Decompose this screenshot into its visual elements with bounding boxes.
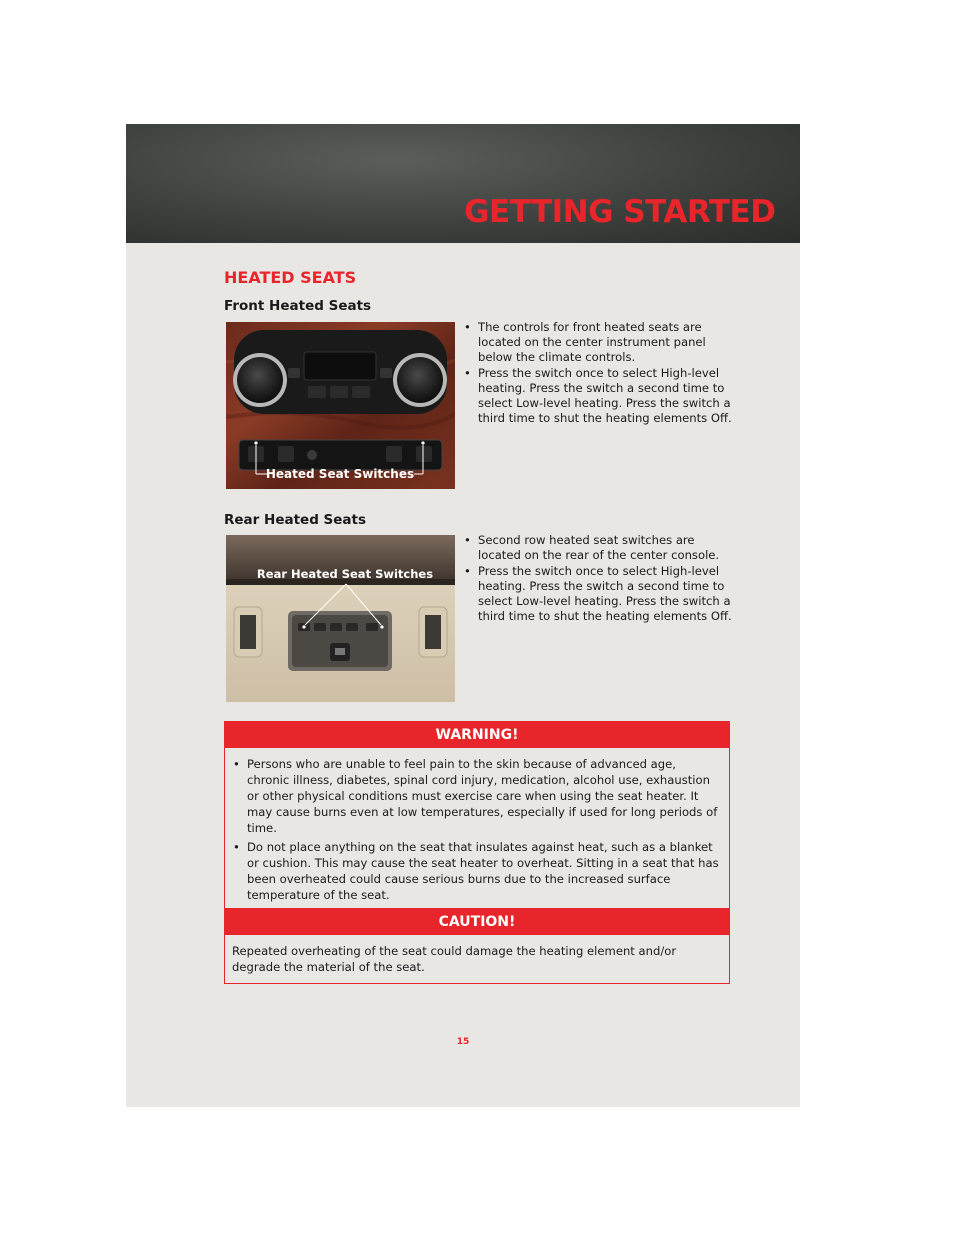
list-item: • Press the switch once to select High-level heating. Press the switch a second time to select Low-level heating. Press the switch a third time to shut the heating elements Off. [462,366,732,426]
list-item: • Second row heated seat switches are located on the rear of the center console. [462,533,732,563]
list-item: • Persons who are unable to feel pain to the skin because of advanced age, chronic illness, diabetes, spinal cord injury, medication, alcohol use, exhaustion or other physical conditions must exercise care when using the seat heater. It may cause burns even at low temperatures, especially if used for long periods of time. [231,756,721,836]
list-item: • Press the switch once to select High-level heating. Press the switch a second time to select Low-level heating. Press the switch a third time to shut the heating elements Off. [462,564,732,624]
rear-photo-label: Rear Heated Seat Switches [256,567,434,581]
rear-heated-seats-photo [226,535,455,702]
warning-title: WARNING! [225,722,729,748]
page-number: 15 [456,1037,470,1047]
rear-heated-seats-title: Rear Heated Seats [224,512,367,528]
list-item: • The controls for front heated seats are located on the center instrument panel below the climate controls. [462,320,732,365]
page-title: GETTING STARTED [464,194,776,230]
page-header [126,124,800,243]
rear-heated-seats-bullets [462,533,732,625]
caution-box [224,908,730,984]
front-heated-seats-bullets [462,320,732,427]
front-heated-seats-title: Front Heated Seats [224,298,372,314]
front-heated-seats-photo [226,322,455,489]
manual-page [126,124,800,1107]
front-photo-label: Heated Seat Switches [265,467,415,481]
rear-console-image [226,535,455,702]
caution-text: Repeated overheating of the seat could damage the heating element and/or degrade the material of the seat. [232,944,677,974]
list-item: • Do not place anything on the seat that insulates against heat, such as a blanket or cushion. This may cause the seat heater to overheat. Sitting in a seat that has been overheated could cause serious burns due to the increased surface temperature of the seat. [231,839,721,903]
warning-box [224,721,730,915]
warning-list [225,748,729,914]
caution-title: CAUTION! [225,909,729,935]
front-console-image [226,322,455,489]
section-title: HEATED SEATS [224,268,357,287]
